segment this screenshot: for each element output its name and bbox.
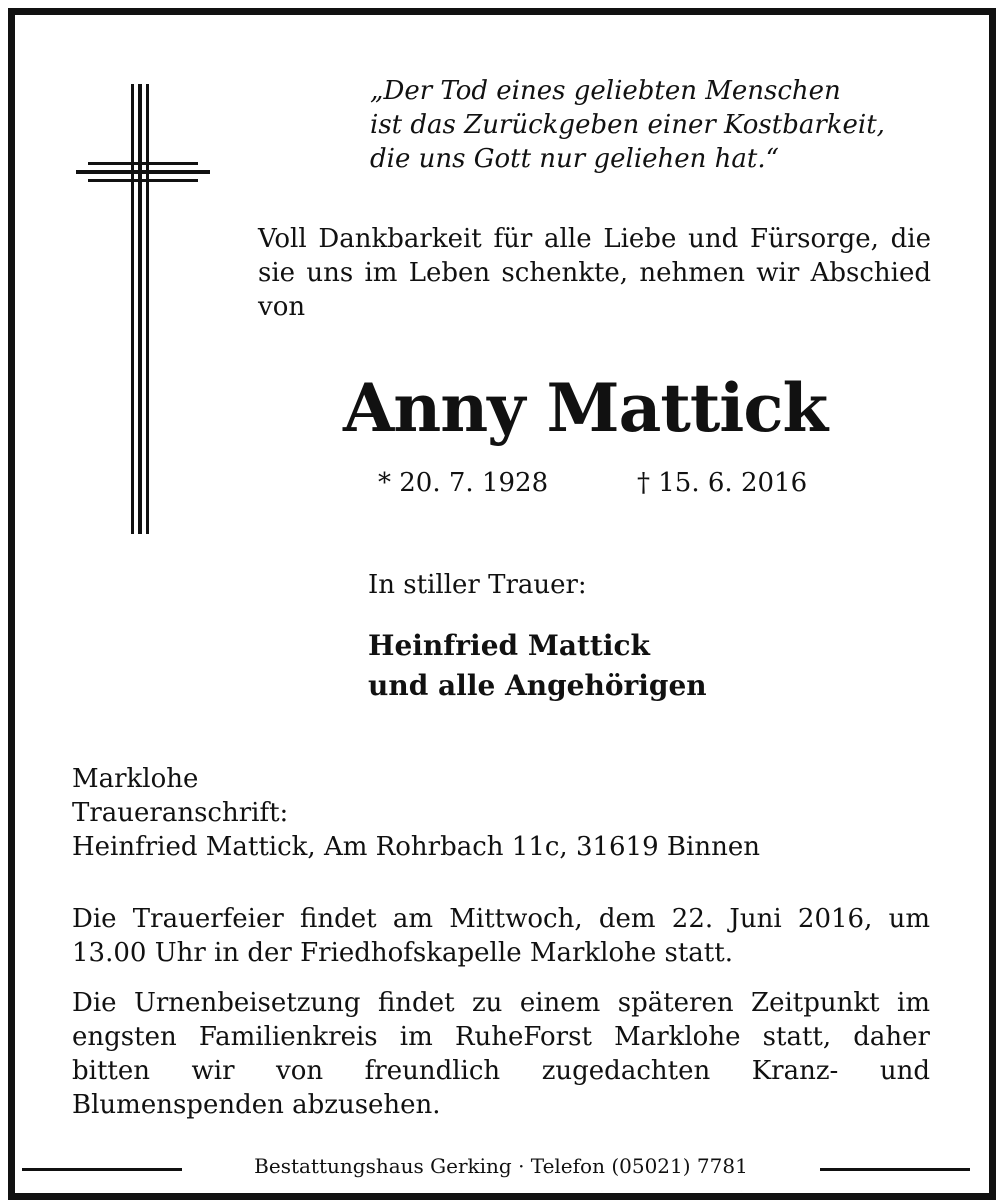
cross-icon [76, 84, 210, 534]
ceremony-text: Die Trauerfeier findet am Mittwoch, dem 22. Juni 2016, um 13.00 Uhr in der Friedhofskapelle Marklohe statt. [72, 904, 930, 968]
deceased-name: Anny Mattick [343, 369, 828, 447]
address-place: Marklohe [72, 764, 199, 794]
death-date: † 15. 6. 2016 [637, 468, 808, 498]
address-block [72, 762, 760, 864]
address-label: Traueranschrift: [72, 798, 289, 828]
mourner-primary: Heinfried Mattick [368, 629, 650, 662]
intro-text: Voll Dankbarkeit für alle Liebe und Fürsorge, die sie uns im Leben schenkte, nehmen wir Abschied von [258, 224, 931, 322]
birth-date: * 20. 7. 1928 [378, 468, 549, 498]
mourners-block [368, 626, 707, 706]
mourner-relatives: und alle Angehörigen [368, 669, 707, 702]
footer-rule-right [820, 1168, 970, 1171]
mourning-label: In stiller Trauer: [368, 570, 587, 600]
footer-rule-left [22, 1168, 182, 1171]
footer-text: Bestattungshaus Gerking · Telefon (05021) 7781 [254, 1154, 748, 1178]
address-line: Heinfried Mattick, Am Rohrbach 11c, 31619 Binnen [72, 832, 760, 862]
urn-burial-text: Die Urnenbeisetzung findet zu einem späteren Zeitpunkt im engsten Familienkreis im RuheForst Marklohe statt, daher bitten wir von freundlich zugedachten Kranz- und Blumenspenden abzusehen. [72, 988, 930, 1120]
quote-text: „Der Tod eines geliebten Menschen ist das Zurückgeben einer Kostbarkeit, die uns Gott nur geliehen hat.“ [370, 76, 885, 174]
